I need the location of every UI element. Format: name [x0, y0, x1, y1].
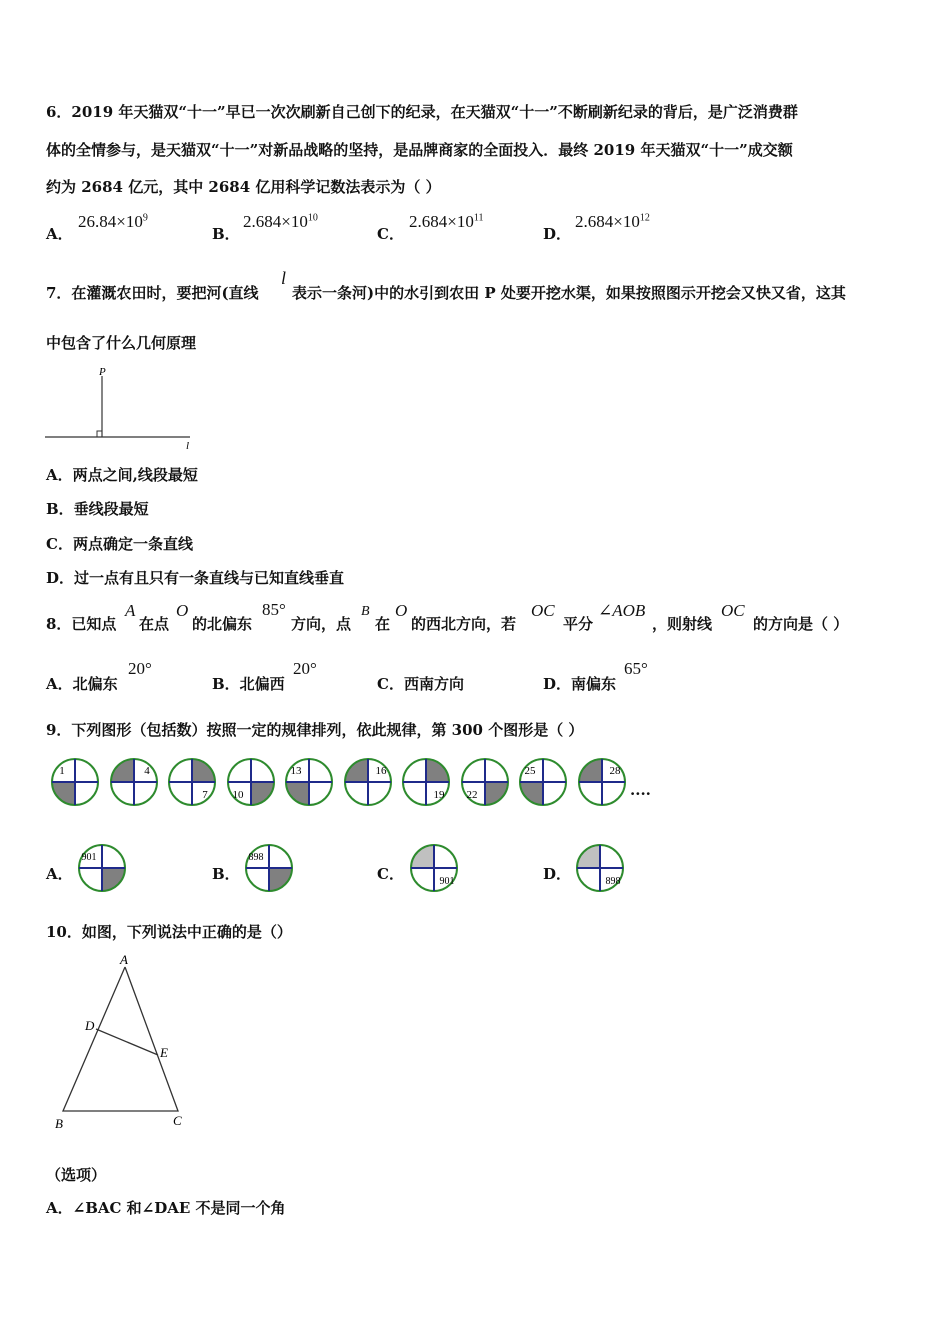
option-label: D．南偏东 [543, 675, 617, 693]
q8-math: B [361, 604, 370, 619]
q8-math: ∠AOB [598, 601, 646, 620]
circle-number: 898 [605, 876, 621, 887]
option-label: B． [212, 225, 240, 243]
circle-number: 22 [466, 789, 477, 801]
q8-math: O [176, 601, 189, 620]
q6-line2: 体的全情参与，是天猫双“十一”对新品战略的坚持，是品牌商家的全面投入．最终 2019 年天猫双“十一”成交额 [46, 141, 793, 159]
q8-text: 方向，点 [291, 615, 352, 633]
option-circle [574, 842, 626, 894]
q6-line3: 约为 2684 亿元，其中 2684 亿用科学记数法表示为（ ） [46, 178, 441, 196]
q7-figure [40, 362, 200, 452]
circle-number: 901 [439, 876, 455, 887]
option-expr: $26.84\times 10^9$ [78, 212, 148, 231]
q7-option-b[interactable]: B．垂线段最短 [46, 500, 149, 518]
option-label: D． [543, 865, 572, 883]
q10-option-a[interactable]: A．∠BAC 和∠DAE 不是同一个角 [46, 1199, 286, 1217]
option-label: C．西南方向 [377, 675, 464, 693]
point-d-label: D [85, 1018, 95, 1033]
q8-math: OC [531, 601, 555, 620]
circle-number: 16 [375, 765, 386, 777]
q8-math: A [125, 601, 136, 620]
q10-options-header: （选项） [46, 1166, 107, 1184]
q7-stem-part2: 表示一条河)中的水引到农田 P 处要开挖水渠，如果按照图示开挖会又快又省，这其 [292, 284, 846, 302]
option-label: A． [46, 225, 73, 243]
option-label: B．北偏西 [212, 675, 285, 693]
circle-number: 28 [609, 765, 620, 777]
q8-text: 的西北方向，若 [411, 615, 517, 633]
line-l-label: l [186, 440, 190, 452]
sequence-circle [108, 756, 160, 808]
option-expr: $2.684\times 10^{11}$ [409, 212, 484, 231]
q8-text: 平分 [563, 615, 594, 633]
option-label: C． [377, 865, 404, 883]
option-expr: $2.684\times 10^{12}$ [575, 212, 650, 231]
q8-math: OC [721, 601, 745, 620]
circle-number: 4 [143, 765, 150, 777]
option-label: A． [46, 865, 73, 883]
sequence-circle [49, 756, 101, 808]
circle-number: 7 [202, 789, 208, 801]
circle-number: 25 [524, 765, 536, 777]
q6-line1: 6．2019 年天猫双“十一”早已一次次刷新自己创下的纪录，在天猫双“十一”不断刷新纪录的背后，是广泛消费群 [46, 103, 798, 121]
option-value: 20° [293, 659, 317, 678]
q8-math: O [395, 601, 408, 620]
circle-number: 13 [290, 765, 302, 777]
option-circle [408, 842, 460, 894]
vertex-a-label: A [120, 952, 128, 967]
circle-number: 10 [232, 789, 243, 801]
q10-stem: 10．如图，下列说法中正确的是（） [46, 923, 292, 941]
option-circle [243, 842, 295, 894]
option-value: 65° [624, 659, 648, 678]
point-p-label: P [99, 366, 106, 378]
q8-text: ，则射线 [652, 615, 713, 633]
right-angle-mark [97, 431, 102, 437]
sequence-circle [400, 756, 452, 808]
sequence-circle [517, 756, 569, 808]
option-circle [76, 842, 128, 894]
sequence-circle [283, 756, 335, 808]
q8-text: 8．已知点 [46, 615, 117, 633]
q8-text: 的方向是（ ） [753, 615, 849, 633]
q7-option-d[interactable]: D．过一点有且只有一条直线与已知直线垂直 [46, 569, 345, 587]
option-label: C． [377, 225, 404, 243]
q8-text: 的北偏东 [192, 615, 253, 633]
sequence-circle [342, 756, 394, 808]
option-label: D． [543, 225, 572, 243]
sequence-circle [576, 756, 628, 808]
point-e-label: E [160, 1045, 168, 1060]
q9-ellipsis: .... [630, 781, 651, 799]
q7-option-a[interactable]: A．两点之间,线段最短 [46, 466, 198, 484]
q10-triangle-figure [50, 950, 200, 1135]
option-value: 20° [128, 659, 152, 678]
vertex-b-label: B [55, 1116, 63, 1131]
q8-text: 在点 [139, 615, 170, 633]
q7-line-symbol: l [281, 268, 287, 288]
sequence-circle [225, 756, 277, 808]
circle-number: 1 [59, 765, 65, 777]
circle-number: 901 [81, 852, 97, 863]
vertex-c-label: C [173, 1113, 182, 1128]
circle-number: 898 [248, 852, 264, 863]
circle-number: 19 [433, 789, 445, 801]
q7-stem-line2: 中包含了什么几何原理 [46, 334, 197, 352]
option-label: B． [212, 865, 240, 883]
sequence-circle [166, 756, 218, 808]
option-label: A．北偏东 [46, 675, 118, 693]
q9-stem: 9．下列图形（包括数）按照一定的规律排列，依此规律，第 300 个图形是（ ） [46, 721, 584, 739]
q8-text: 在 [375, 615, 391, 633]
option-expr: $2.684\times 10^{10}$ [243, 212, 318, 231]
sequence-circle [459, 756, 511, 808]
q7-option-c[interactable]: C．两点确定一条直线 [46, 535, 193, 553]
q7-stem-part1: 7．在灌溉农田时，要把河(直线 [46, 284, 259, 302]
q8-math: 85° [262, 600, 286, 619]
